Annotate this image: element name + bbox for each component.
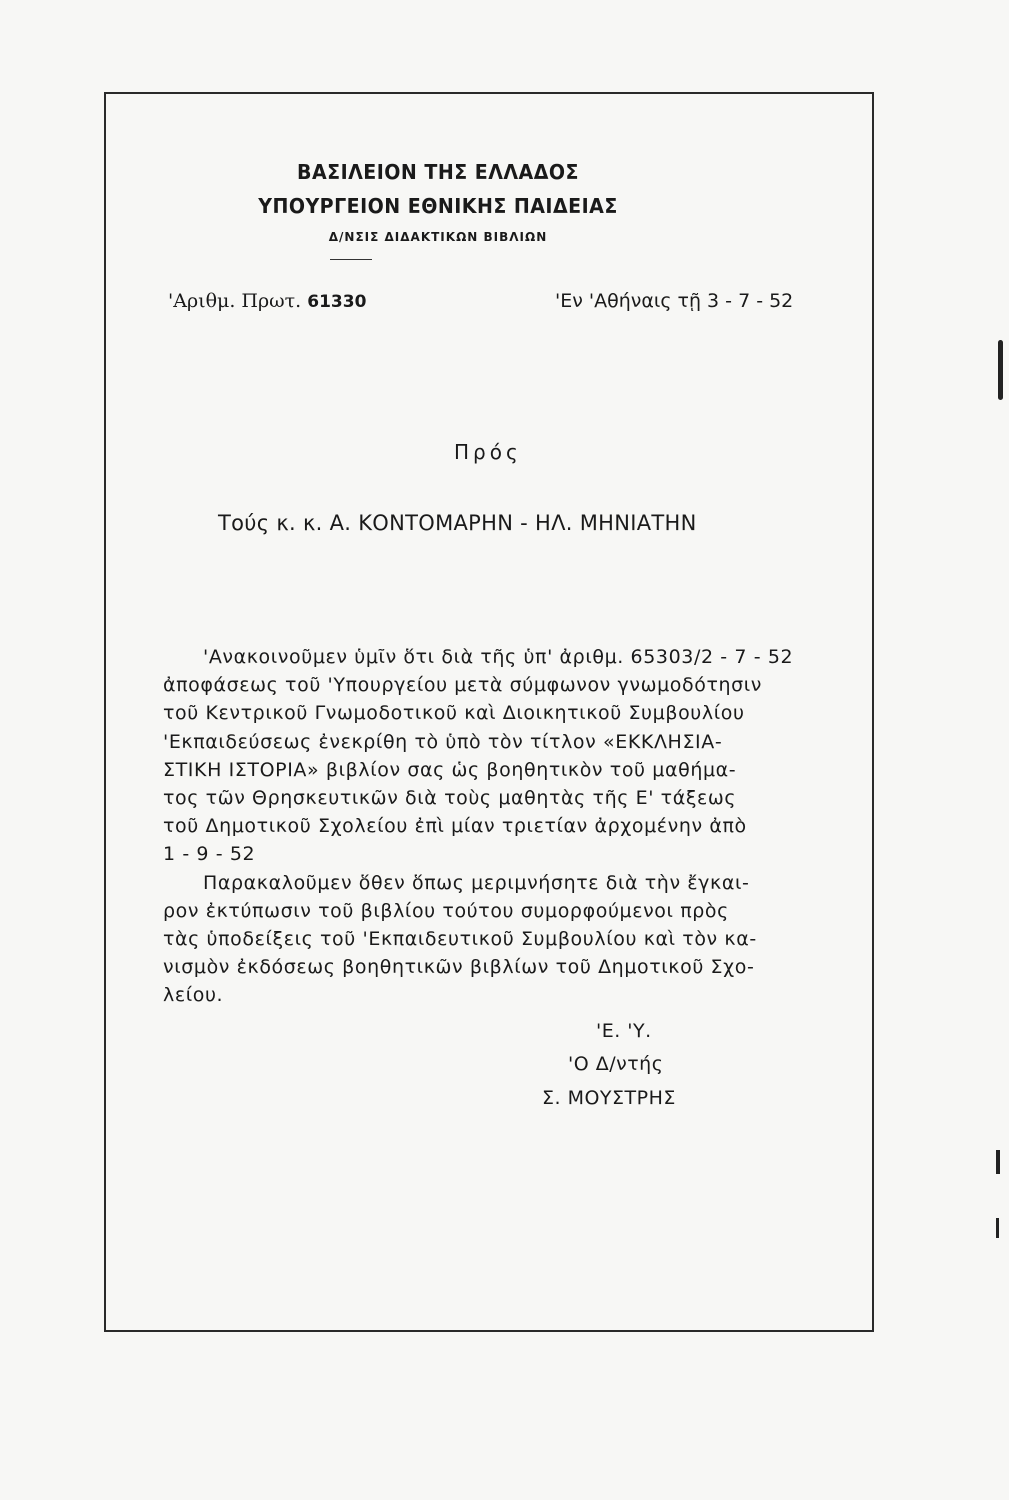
body-line: λείου.	[163, 984, 224, 1007]
place-date-line: 'Εν 'Αθήναις τῇ 3 - 7 - 52	[555, 290, 794, 312]
body-line: Παρακαλοῦμεν ὅθεν ὅπως μεριμνήσητε διὰ τὴν ἔγκαι-	[203, 871, 750, 894]
department-heading: Δ/ΝΣΙΣ ΔΙΔΑΚΤΙΚΩΝ ΒΙΒΛΙΩΝ	[328, 230, 548, 244]
scan-edge-mark	[996, 1218, 999, 1238]
body-line: τος τῶν Θρησκευτικῶν διὰ τοὺς μαθητὰς τῆς Ε' τάξεως	[163, 786, 737, 809]
body-line: 'Ανακοινοῦμεν ὑμῖν ὅτι διὰ τῆς ὑπ' ἀριθμ. 65303/2 - 7 - 52	[203, 646, 794, 668]
recipient-line: Τούς κ. κ. Α. ΚΟΝΤΟΜΑΡΗΝ - ΗΛ. ΜΗΝΙΑΤΗΝ	[218, 511, 697, 535]
body-line: ἀποφάσεως τοῦ 'Υπουργείου μετὰ σύμφωνον γνωμοδότησιν	[163, 674, 763, 697]
scan-edge-mark	[998, 340, 1003, 400]
body-line: ρον ἐκτύπωσιν τοῦ βιβλίου τούτου συμορφούμενοι πρὸς	[163, 899, 729, 922]
body-line: τὰς ὑποδείξεις τοῦ 'Εκπαιδευτικοῦ Συμβουλίου καὶ τὸν κα-	[163, 927, 757, 950]
body-line: 1 - 9 - 52	[163, 843, 256, 866]
body-line: 'Εκπαιδεύσεως ἐνεκρίθη τὸ ὑπὸ τὸν τίτλον «ΕΚΚΛΗΣΙΑ-	[163, 730, 723, 753]
protocol-number-line	[168, 290, 366, 312]
body-line: τοῦ Κεντρικοῦ Γνωμοδοτικοῦ καὶ Διοικητικοῦ Συμβουλίου	[163, 702, 745, 725]
signature-abbrev: 'Ε. 'Υ.	[596, 1020, 652, 1042]
signature-name: Σ. ΜΟΥΣΤΡΗΣ	[542, 1087, 676, 1109]
protocol-number: 61330	[307, 292, 367, 312]
signature-title: 'Ο Δ/ντής	[568, 1053, 664, 1075]
header-divider	[330, 259, 372, 260]
body-line: τοῦ Δημοτικοῦ Σχολείου ἐπὶ μίαν τριετίαν ἀρχομένην ἀπὸ	[163, 815, 747, 838]
letter-body	[163, 643, 837, 1009]
body-line: ΣΤΙΚΗ ΙΣΤΟΡΙΑ» βιβλίον σας ὡς βοηθητικὸν τοῦ μαθήμα-	[163, 758, 737, 781]
scan-edge-mark	[996, 1150, 1000, 1174]
body-line: νισμὸν ἐκδόσεως βοηθητικῶν βιβλίων τοῦ Δημοτικοῦ Σχο-	[163, 956, 755, 979]
ministry-kingdom-heading: ΒΑΣΙΛΕΙΟΝ ΤΗΣ ΕΛΛΑΔΟΣ	[296, 160, 580, 184]
to-heading: Πρός	[454, 440, 522, 464]
ministry-name-heading: ΥΠΟΥΡΓΕΙΟΝ ΕΘΝΙΚΗΣ ΠΑΙΔΕΙΑΣ	[258, 194, 618, 218]
protocol-label: 'Αριθμ. Πρωτ.	[168, 290, 302, 312]
